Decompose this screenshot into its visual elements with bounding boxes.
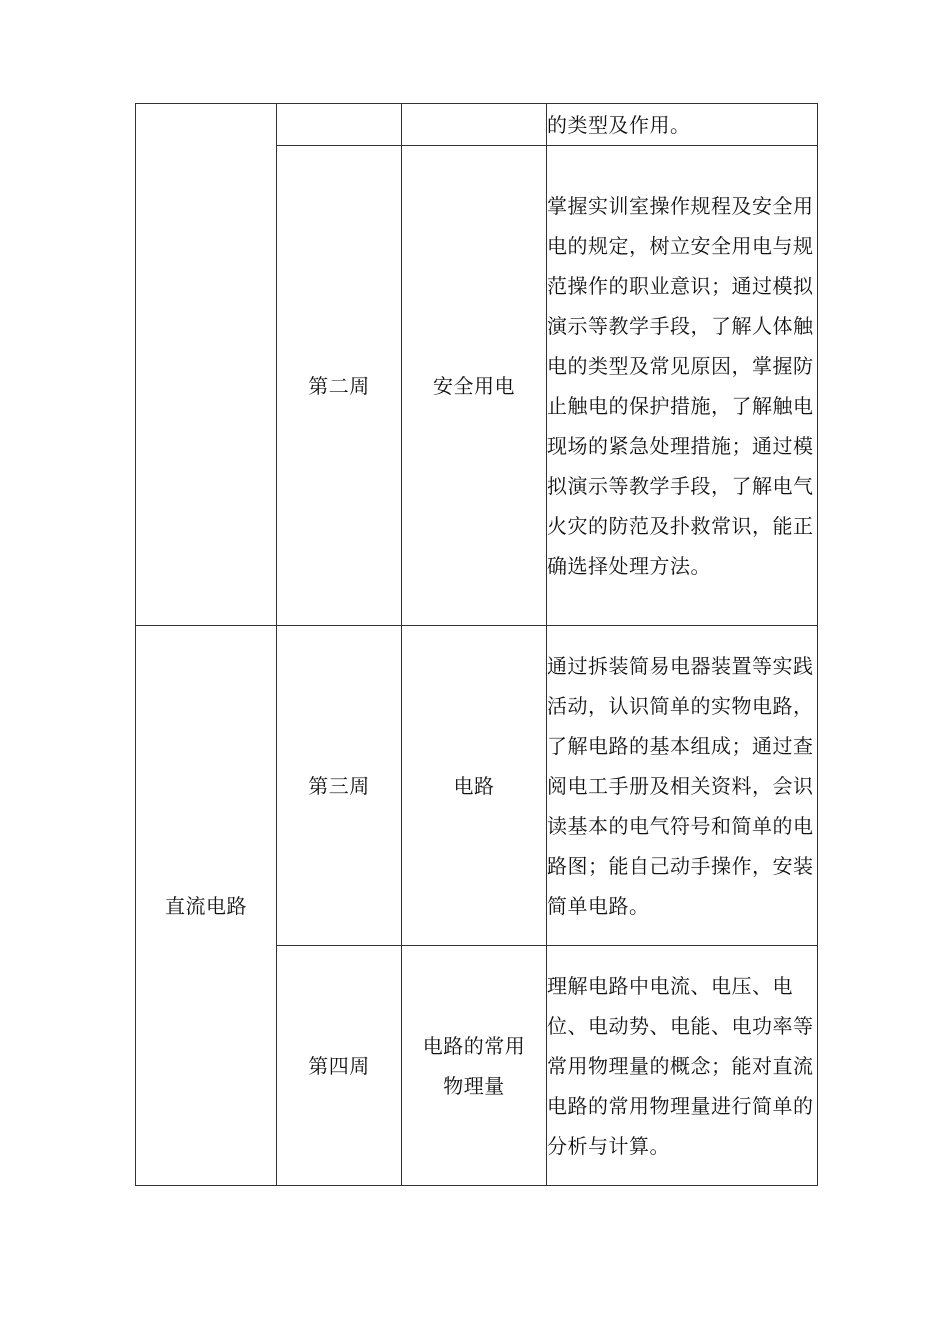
content-cell: 的类型及作用。 xyxy=(547,104,818,146)
topic-cell: 电路 xyxy=(402,626,547,946)
content-cell: 通过拆装简易电器装置等实践活动，认识简单的实物电路，了解电路的基本组成；通过查阅电工手册及相关资料，会识读基本的电气符号和简单的电路图；能自己动手操作，安装简单电路。 xyxy=(547,626,818,946)
topic-cell xyxy=(402,946,547,1186)
module-cell xyxy=(136,104,277,626)
table-row xyxy=(136,104,818,146)
week-cell xyxy=(277,104,402,146)
content-cell: 掌握实训室操作规程及安全用电的规定，树立安全用电与规范操作的职业意识；通过模拟演示等教学手段，了解人体触电的类型及常见原因，掌握防止触电的保护措施，了解触电现场的紧急处理措施；通过模拟演示等教学手段，了解电气火灾的防范及扑救常识，能正确选择处理方法。 xyxy=(547,146,818,626)
week-cell: 第三周 xyxy=(277,626,402,946)
topic-line: 物理量 xyxy=(443,1073,505,1098)
week-cell: 第四周 xyxy=(277,946,402,1186)
topic-cell xyxy=(402,104,547,146)
topic-line: 电路的常用 xyxy=(422,1033,526,1058)
course-schedule-table xyxy=(135,103,818,1186)
topic-cell: 安全用电 xyxy=(402,146,547,626)
content-cell: 理解电路中电流、电压、电位、电动势、电能、电功率等常用物理量的概念；能对直流电路的常用物理量进行简单的分析与计算。 xyxy=(547,946,818,1186)
table-row xyxy=(136,626,818,946)
week-cell: 第二周 xyxy=(277,146,402,626)
module-cell: 直流电路 xyxy=(136,626,277,1186)
